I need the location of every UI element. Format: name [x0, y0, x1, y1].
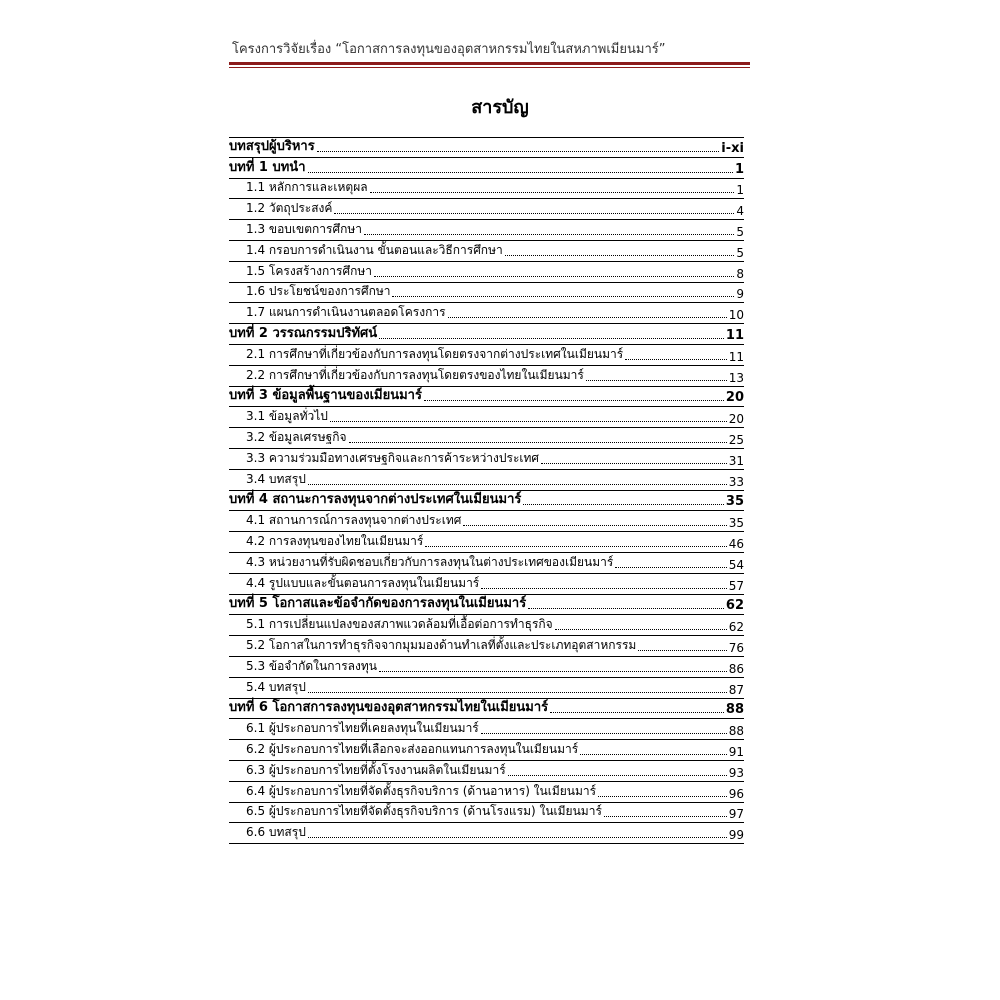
toc-page-number: 76	[728, 640, 744, 655]
dot-leader	[317, 151, 720, 152]
dot-leader	[308, 692, 727, 693]
toc-entry-label: 1.6 ประโยชน์ของการศึกษา	[246, 284, 391, 299]
toc-page-number: 99	[728, 828, 744, 843]
toc-page-number: 11	[725, 327, 744, 343]
header-rule-thin	[229, 67, 750, 68]
toc-entry-label: บทที่ 3 ข้อมูลพื้นฐานของเมียนมาร์	[229, 388, 422, 404]
page-title: สารบัญ	[471, 97, 529, 118]
toc-chapter-row	[229, 491, 744, 512]
toc-entry-label: 1.2 วัตถุประสงค์	[246, 201, 333, 216]
dot-leader	[481, 588, 726, 589]
toc-section-row	[229, 615, 744, 636]
dot-leader	[379, 338, 724, 339]
dot-leader	[330, 421, 727, 422]
toc-entry-label: 1.1 หลักการและเหตุผล	[246, 180, 368, 195]
toc-section-row	[229, 345, 744, 366]
toc-section-row	[229, 179, 744, 200]
toc-page-number: 31	[728, 453, 744, 468]
dot-leader	[364, 234, 734, 235]
toc-page-number: 10	[728, 308, 744, 323]
toc-page-number: 20	[725, 390, 744, 406]
header-rule-thick	[229, 62, 750, 65]
toc-section-row	[229, 761, 744, 782]
toc-entry-label: บทที่ 1 บทนำ	[229, 159, 306, 175]
dot-leader	[334, 213, 734, 214]
toc-section-row	[229, 532, 744, 553]
toc-entry-label: บทสรุปผู้บริหาร	[229, 138, 315, 154]
toc-entry-label: 4.3 หน่วยงานที่รับผิดชอบเกี่ยวกับการลงทุนในต่างประเทศของเมียนมาร์	[246, 554, 614, 569]
toc-entry-label: 4.1 สถานการณ์การลงทุนจากต่างประเทศ	[246, 513, 462, 528]
toc-section-row	[229, 803, 744, 824]
toc-entry-label: บทที่ 2 วรรณกรรมปริทัศน์	[229, 325, 378, 341]
toc-chapter-row	[229, 158, 744, 179]
dot-leader	[550, 712, 724, 713]
toc-entry-label: 1.7 แผนการดำเนินงานตลอดโครงการ	[246, 305, 446, 320]
toc-chapter-row	[229, 324, 744, 345]
toc-entry-label: 6.6 บทสรุป	[246, 825, 306, 840]
toc-entry-label: 3.3 ความร่วมมือทางเศรษฐกิจและการค้าระหว่างประเทศ	[246, 450, 540, 465]
dot-leader	[586, 380, 727, 381]
toc-page-number: 86	[728, 661, 744, 676]
toc-section-row	[229, 740, 744, 761]
toc-entry-label: 1.3 ขอบเขตการศึกษา	[246, 221, 363, 236]
toc-page-number: 8	[736, 266, 744, 281]
toc-chapter-row	[229, 137, 744, 158]
toc-page-number: 88	[728, 724, 744, 739]
toc-entry-label: 3.1 ข้อมูลทั่วไป	[246, 409, 328, 424]
toc-entry-label: 5.1 การเปลี่ยนแปลงของสภาพแวดล้อมที่เอื้อต่อการทำธุรกิจ	[246, 617, 553, 632]
toc-chapter-row	[229, 699, 744, 720]
toc-section-row	[229, 657, 744, 678]
toc-entry-label: 3.4 บทสรุป	[246, 471, 306, 486]
toc-chapter-row	[229, 595, 744, 616]
toc-page-number: 54	[728, 557, 744, 572]
toc-section-row	[229, 428, 744, 449]
dot-leader	[379, 671, 727, 672]
toc-section-row	[229, 199, 744, 220]
toc-page-number: 91	[728, 744, 744, 759]
dot-leader	[392, 296, 734, 297]
toc-section-row	[229, 823, 744, 844]
toc-section-row	[229, 407, 744, 428]
toc-entry-label: บทที่ 4 สถานะการลงทุนจากต่างประเทศในเมียนมาร์	[229, 492, 522, 508]
dot-leader	[448, 317, 727, 318]
toc-entry-label: บทที่ 5 โอกาสและข้อจำกัดของการลงทุนในเมียนมาร์	[229, 596, 527, 612]
toc-page-number: 13	[728, 370, 744, 385]
toc-page-number: 11	[728, 349, 744, 364]
dot-leader	[308, 484, 727, 485]
toc-page-number: 1	[734, 161, 744, 177]
toc-page-number: 62	[728, 620, 744, 635]
toc-section-row	[229, 782, 744, 803]
dot-leader	[505, 255, 735, 256]
toc-section-row	[229, 241, 744, 262]
dot-leader	[370, 192, 735, 193]
dot-leader	[625, 359, 727, 360]
dot-leader	[463, 525, 726, 526]
toc-chapter-row	[229, 387, 744, 408]
toc-page-number: 87	[728, 682, 744, 697]
dot-leader	[555, 629, 727, 630]
dot-leader	[615, 567, 726, 568]
toc-entry-label: 2.1 การศึกษาที่เกี่ยวข้องกับการลงทุนโดยตรงจากต่างประเทศในเมียนมาร์	[246, 346, 624, 361]
toc-entry-label: 6.3 ผู้ประกอบการไทยที่ตั้งโรงงานผลิตในเมียนมาร์	[246, 762, 506, 777]
toc-entry-label: บทที่ 6 โอกาสการลงทุนของอุตสาหกรรมไทยในเมียนมาร์	[229, 700, 549, 716]
table-of-contents	[229, 137, 744, 844]
dot-leader	[541, 463, 727, 464]
toc-entry-label: 4.4 รูปแบบและขั้นตอนการลงทุนในเมียนมาร์	[246, 575, 480, 590]
toc-page-number: 5	[736, 245, 744, 260]
toc-page-number: 1	[736, 183, 744, 198]
dot-leader	[425, 546, 726, 547]
dot-leader	[604, 816, 727, 817]
dot-leader	[349, 442, 727, 443]
toc-page-number: 46	[728, 536, 744, 551]
toc-section-row	[229, 449, 744, 470]
toc-page-number: 97	[728, 807, 744, 822]
toc-page-number: 20	[728, 412, 744, 427]
dot-leader	[481, 733, 727, 734]
toc-entry-label: 1.5 โครงสร้างการศึกษา	[246, 263, 373, 278]
toc-section-row	[229, 220, 744, 241]
dot-leader	[580, 754, 727, 755]
toc-page-number: 35	[725, 494, 744, 510]
dot-leader	[374, 276, 734, 277]
toc-page-number: 57	[728, 578, 744, 593]
toc-section-row	[229, 636, 744, 657]
toc-page-number: 4	[736, 204, 744, 219]
dot-leader	[308, 837, 727, 838]
toc-entry-label: 1.4 กรอบการดำเนินงาน ขั้นตอนและวิธีการศึกษา	[246, 242, 503, 257]
toc-entry-label: 6.4 ผู้ประกอบการไทยที่จัดตั้งธุรกิจบริการ (ด้านอาหาร) ในเมียนมาร์	[246, 783, 597, 798]
toc-section-row	[229, 262, 744, 283]
toc-page-number: 33	[728, 474, 744, 489]
toc-section-row	[229, 553, 744, 574]
toc-section-row	[229, 511, 744, 532]
toc-entry-label: 5.3 ข้อจำกัดในการลงทุน	[246, 658, 377, 673]
toc-page-number: 88	[725, 702, 744, 718]
toc-entry-label: 3.2 ข้อมูลเศรษฐกิจ	[246, 429, 347, 444]
dot-leader	[308, 172, 733, 173]
toc-page-number: i-xi	[721, 140, 744, 156]
dot-leader	[638, 650, 726, 651]
toc-entry-label: 5.2 โอกาสในการทำธุรกิจจากมุมมองด้านทำเลที่ตั้งและประเภทอุตสาหกรรม	[246, 637, 637, 652]
dot-leader	[508, 775, 727, 776]
toc-entry-label: 5.4 บทสรุป	[246, 679, 306, 694]
toc-page-number: 96	[728, 786, 744, 801]
running-header: โครงการวิจัยเรื่อง “โอกาสการลงทุนของอุตสาหกรรมไทยในสหภาพเมียนมาร์”	[232, 42, 666, 57]
toc-entry-label: 2.2 การศึกษาที่เกี่ยวข้องกับการลงทุนโดยตรงของไทยในเมียนมาร์	[246, 367, 584, 382]
toc-page-number: 9	[736, 287, 744, 302]
toc-entry-label: 6.1 ผู้ประกอบการไทยที่เคยลงทุนในเมียนมาร์	[246, 721, 479, 736]
toc-page-number: 25	[728, 432, 744, 447]
toc-entry-label: 6.5 ผู้ประกอบการไทยที่จัดตั้งธุรกิจบริการ (ด้านโรงแรม) ในเมียนมาร์	[246, 804, 602, 819]
toc-entry-label: 6.2 ผู้ประกอบการไทยที่เลือกจะส่งออกแทนการลงทุนในเมียนมาร์	[246, 741, 579, 756]
toc-section-row	[229, 283, 744, 304]
dot-leader	[598, 796, 727, 797]
toc-page-number: 62	[725, 598, 744, 614]
toc-section-row	[229, 719, 744, 740]
toc-page-number: 5	[736, 224, 744, 239]
dot-leader	[528, 608, 724, 609]
toc-entry-label: 4.2 การลงทุนของไทยในเมียนมาร์	[246, 533, 424, 548]
dot-leader	[424, 400, 724, 401]
dot-leader	[523, 504, 724, 505]
toc-page-number: 93	[728, 765, 744, 780]
toc-page-number: 35	[728, 516, 744, 531]
